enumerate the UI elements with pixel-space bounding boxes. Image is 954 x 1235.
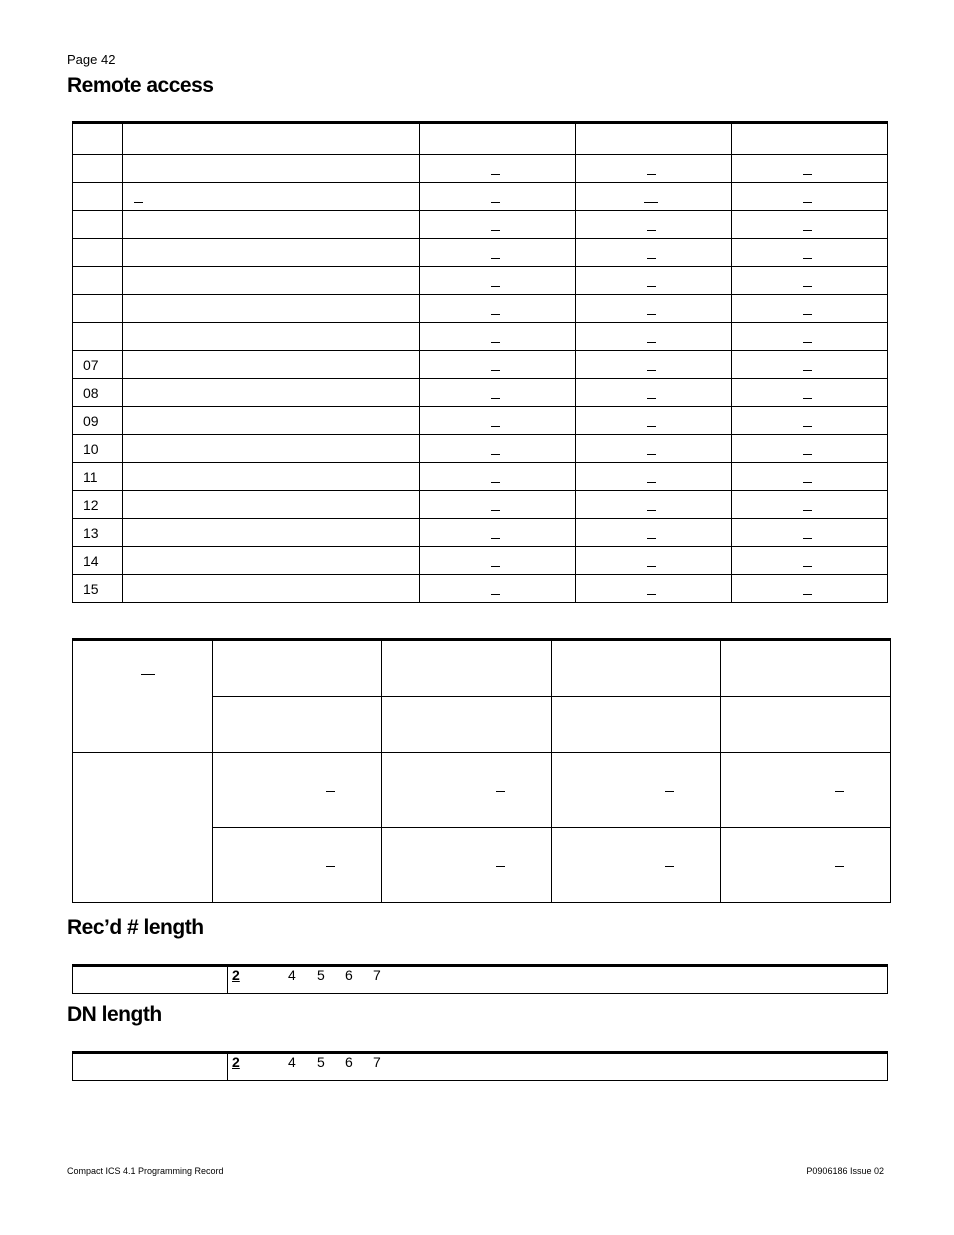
table-cell[interactable] <box>576 351 732 379</box>
row-number <box>73 211 123 239</box>
blank-line <box>491 342 500 343</box>
table-cell[interactable] <box>551 753 721 828</box>
row-label-cell <box>73 640 213 753</box>
table-cell[interactable] <box>382 753 552 828</box>
table-cell[interactable] <box>732 519 888 547</box>
table-cell[interactable] <box>576 463 732 491</box>
table-cell[interactable] <box>420 183 576 211</box>
table-cell[interactable] <box>732 295 888 323</box>
length-option-2[interactable]: 2 <box>232 967 240 983</box>
table-cell[interactable] <box>732 407 888 435</box>
footer-document-title: Compact ICS 4.1 Programming Record <box>67 1166 224 1176</box>
table-cell[interactable] <box>420 519 576 547</box>
table-row <box>73 239 888 267</box>
table-header-row <box>73 123 888 155</box>
table-row <box>73 519 888 547</box>
blank-line <box>496 866 505 867</box>
table-cell[interactable] <box>123 239 420 267</box>
blank-line <box>803 258 812 259</box>
table-cell[interactable] <box>123 379 420 407</box>
blank-line <box>491 510 500 511</box>
row-number: 08 <box>73 379 123 407</box>
table-cell[interactable] <box>420 379 576 407</box>
row-number: 13 <box>73 519 123 547</box>
table-row <box>73 640 891 697</box>
blank-line <box>803 286 812 287</box>
table-row <box>73 351 888 379</box>
blank-line <box>803 370 812 371</box>
blank-line <box>326 866 335 867</box>
blank-line <box>491 230 500 231</box>
table-row <box>73 463 888 491</box>
header-cell <box>420 123 576 155</box>
footer-document-number: P0906186 Issue 02 <box>806 1166 884 1176</box>
table-cell[interactable] <box>420 211 576 239</box>
length-option-7[interactable]: 7 <box>373 1054 381 1070</box>
blank-line <box>491 258 500 259</box>
blank-line <box>647 482 656 483</box>
blank-line <box>491 454 500 455</box>
blank-line <box>491 538 500 539</box>
length-option-4[interactable]: 4 <box>288 967 296 983</box>
blank-line <box>803 594 812 595</box>
table-cell[interactable] <box>576 183 732 211</box>
blank-line <box>803 174 812 175</box>
blank-line <box>496 791 505 792</box>
table-cell[interactable] <box>732 183 888 211</box>
blank-line <box>803 342 812 343</box>
blank-line <box>647 370 656 371</box>
table-cell[interactable] <box>420 435 576 463</box>
table-cell[interactable] <box>576 155 732 183</box>
blank-line <box>647 230 656 231</box>
length-option-2[interactable]: 2 <box>232 1054 240 1070</box>
table-cell[interactable] <box>420 351 576 379</box>
header-cell <box>732 123 888 155</box>
table-row <box>73 211 888 239</box>
blank-line <box>803 482 812 483</box>
length-option-7[interactable]: 7 <box>373 967 381 983</box>
table-cell[interactable] <box>123 519 420 547</box>
table-cell[interactable] <box>420 407 576 435</box>
blank-line <box>803 314 812 315</box>
table-cell[interactable] <box>732 379 888 407</box>
table-cell[interactable] <box>123 211 420 239</box>
blank-line <box>803 426 812 427</box>
blank-line <box>647 398 656 399</box>
table-cell[interactable] <box>123 407 420 435</box>
blank-line <box>665 791 674 792</box>
table-cell[interactable] <box>576 435 732 463</box>
table-cell[interactable] <box>123 491 420 519</box>
section-title-dn-length: DN length <box>67 1003 162 1026</box>
blank-line <box>491 482 500 483</box>
row-number: 14 <box>73 547 123 575</box>
remote-access-class-table <box>72 638 891 903</box>
blank-line <box>491 398 500 399</box>
table-cell[interactable] <box>732 463 888 491</box>
table-row <box>73 379 888 407</box>
blank-line <box>803 538 812 539</box>
table-row <box>73 407 888 435</box>
length-option-5[interactable]: 5 <box>317 1054 325 1070</box>
blank-line <box>647 538 656 539</box>
blank-line <box>647 174 656 175</box>
blank-line <box>803 566 812 567</box>
row-number: 15 <box>73 575 123 603</box>
table-cell[interactable] <box>732 239 888 267</box>
blank-line <box>491 202 500 203</box>
table-cell[interactable] <box>123 155 420 183</box>
blank-line <box>647 314 656 315</box>
row-label-cell <box>73 967 228 993</box>
blank-line <box>803 510 812 511</box>
length-option-6[interactable]: 6 <box>345 967 353 983</box>
table-row <box>73 295 888 323</box>
blank-line <box>644 202 658 203</box>
length-option-6[interactable]: 6 <box>345 1054 353 1070</box>
row-number <box>73 183 123 211</box>
table-cell[interactable] <box>123 435 420 463</box>
table-cell[interactable] <box>382 697 552 753</box>
table-cell[interactable] <box>732 491 888 519</box>
table-cell[interactable] <box>123 547 420 575</box>
header-cell <box>73 123 123 155</box>
section-title-recd-length: Rec’d # length <box>67 916 204 939</box>
blank-line <box>647 342 656 343</box>
length-option-4[interactable]: 4 <box>288 1054 296 1070</box>
table-cell[interactable] <box>576 211 732 239</box>
table-cell[interactable] <box>212 697 382 753</box>
row-number: 07 <box>73 351 123 379</box>
table-cell[interactable] <box>721 640 891 697</box>
table-cell[interactable] <box>420 295 576 323</box>
table-row <box>73 491 888 519</box>
table-cell[interactable] <box>420 491 576 519</box>
row-label-cell <box>73 753 213 903</box>
table-cell[interactable] <box>576 491 732 519</box>
blank-line <box>491 370 500 371</box>
table-cell[interactable] <box>123 267 420 295</box>
table-cell[interactable] <box>123 463 420 491</box>
blank-line <box>491 594 500 595</box>
dn-length-row <box>72 1051 888 1081</box>
table-cell[interactable] <box>576 547 732 575</box>
row-number: 10 <box>73 435 123 463</box>
table-cell[interactable] <box>123 295 420 323</box>
table-cell[interactable] <box>576 379 732 407</box>
table-cell[interactable] <box>721 753 891 828</box>
row-label-cell <box>73 1054 228 1080</box>
table-cell[interactable] <box>576 295 732 323</box>
table-row <box>73 547 888 575</box>
table-row <box>73 323 888 351</box>
blank-line <box>491 426 500 427</box>
table-cell[interactable] <box>576 267 732 295</box>
table-cell[interactable] <box>551 640 721 697</box>
table-row <box>73 575 888 603</box>
table-row <box>73 155 888 183</box>
blank-line <box>803 230 812 231</box>
table-cell[interactable] <box>732 211 888 239</box>
table-row <box>73 435 888 463</box>
table-cell[interactable] <box>576 519 732 547</box>
blank-line <box>647 426 656 427</box>
table-cell[interactable] <box>576 323 732 351</box>
blank-line <box>647 258 656 259</box>
table-cell[interactable] <box>212 753 382 828</box>
blank-line <box>491 314 500 315</box>
table-row <box>73 183 888 211</box>
table-cell[interactable] <box>123 575 420 603</box>
length-option-5[interactable]: 5 <box>317 967 325 983</box>
row-number <box>73 155 123 183</box>
table-cell[interactable] <box>732 323 888 351</box>
blank-line <box>835 791 844 792</box>
blank-line <box>134 202 143 203</box>
table-cell[interactable] <box>123 351 420 379</box>
table-cell[interactable] <box>551 697 721 753</box>
table-cell[interactable] <box>721 828 891 903</box>
table-cell[interactable] <box>123 183 420 211</box>
blank-line <box>647 286 656 287</box>
blank-line <box>803 202 812 203</box>
table-cell[interactable] <box>576 239 732 267</box>
row-number: 11 <box>73 463 123 491</box>
table-cell[interactable] <box>551 828 721 903</box>
blank-line <box>665 866 674 867</box>
table-cell[interactable] <box>576 407 732 435</box>
table-cell[interactable] <box>420 155 576 183</box>
row-number: 12 <box>73 491 123 519</box>
table-cell[interactable] <box>732 435 888 463</box>
header-cell <box>123 123 420 155</box>
row-number <box>73 323 123 351</box>
row-number <box>73 267 123 295</box>
blank-line <box>647 566 656 567</box>
table-cell[interactable] <box>420 267 576 295</box>
page-number: Page 42 <box>67 52 116 67</box>
table-cell[interactable] <box>123 323 420 351</box>
table-cell[interactable] <box>732 547 888 575</box>
table-cell[interactable] <box>382 640 552 697</box>
table-cell[interactable] <box>212 828 382 903</box>
table-row <box>73 753 891 828</box>
table-cell[interactable] <box>420 575 576 603</box>
blank-line <box>326 791 335 792</box>
table-cell[interactable] <box>420 323 576 351</box>
blank-line <box>647 594 656 595</box>
blank-line <box>491 286 500 287</box>
remote-access-table <box>72 121 888 603</box>
recd-length-row <box>72 964 888 994</box>
blank-line <box>647 454 656 455</box>
table-cell[interactable] <box>420 463 576 491</box>
table-cell[interactable] <box>212 640 382 697</box>
blank-line <box>141 674 155 675</box>
table-cell[interactable] <box>732 351 888 379</box>
table-cell[interactable] <box>732 575 888 603</box>
blank-line <box>803 398 812 399</box>
blank-line <box>835 866 844 867</box>
blank-line <box>491 566 500 567</box>
header-cell <box>576 123 732 155</box>
section-title-remote-access: Remote access <box>67 74 214 97</box>
blank-line <box>647 510 656 511</box>
row-number: 09 <box>73 407 123 435</box>
table-cell[interactable] <box>382 828 552 903</box>
blank-line <box>491 174 500 175</box>
table-cell[interactable] <box>732 155 888 183</box>
table-cell[interactable] <box>721 697 891 753</box>
blank-line <box>803 454 812 455</box>
row-number <box>73 239 123 267</box>
table-cell[interactable] <box>420 547 576 575</box>
table-row <box>73 267 888 295</box>
table-cell[interactable] <box>420 239 576 267</box>
row-number <box>73 295 123 323</box>
table-cell[interactable] <box>576 575 732 603</box>
table-cell[interactable] <box>732 267 888 295</box>
